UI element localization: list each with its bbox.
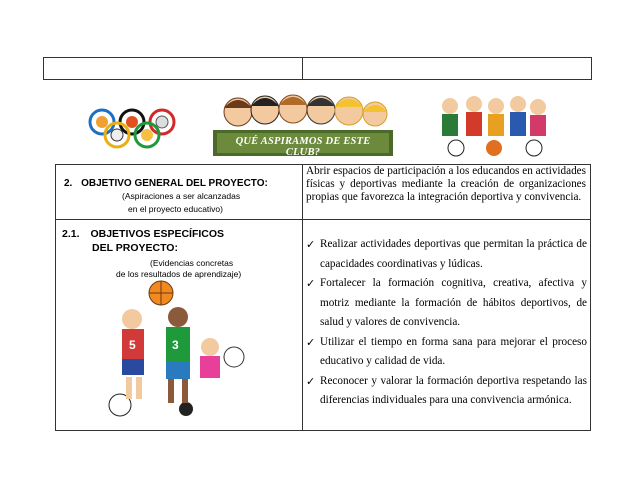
svg-text:3: 3 xyxy=(172,338,179,352)
checkmark-icon: ✓ xyxy=(306,335,316,349)
main-table-divider xyxy=(302,165,303,430)
list-item: ✓ Fortalecer la formación cognitiva, creativa, afectiva y motriz mediante la formación de hábitos deportivos, de salud y valores de convivencia. xyxy=(306,274,587,333)
specific-number: 2.1. xyxy=(62,228,80,240)
list-item: ✓ Realizar actividades deportivas que permitan la práctica de capacidades coordinativas y lúdicas. xyxy=(306,235,587,274)
general-objective-label xyxy=(64,178,300,214)
general-number: 2. xyxy=(64,178,73,189)
top-table xyxy=(43,57,592,80)
checkmark-icon: ✓ xyxy=(306,277,316,290)
basketball-kids-illustration xyxy=(102,277,250,427)
checkmark-icon: ✓ xyxy=(306,374,316,388)
banner-caption: QUÉ ASPIRAMOS DE ESTE CLUB? xyxy=(235,136,371,158)
list-item: ✓ Reconocer y valorar la formación deportiva respetando las diferencias individuales para una convivencia armónica. xyxy=(306,372,587,411)
specific-title1: OBJETIVOS ESPECÍFICOS xyxy=(90,228,225,240)
general-objective-text: Abrir espacios de participación a los educandos en actividades físicas y deportivas mediante la creación de organizaciones propias que favorezca la integración deportiva y convivencia. xyxy=(306,165,586,203)
svg-text:5: 5 xyxy=(129,338,136,352)
specific-sub1: (Evidencias concretas xyxy=(150,258,234,268)
sports-kids-illustration xyxy=(436,92,551,158)
specific-sub2: de los resultados de aprendizaje) xyxy=(116,269,242,279)
specific-objectives-list xyxy=(306,235,587,411)
olympic-rings-icon xyxy=(86,104,181,152)
list-item: ✓ Utilizar el tiempo en forma sana para mejorar el proceso educativo y calidad de vida. xyxy=(306,333,587,372)
general-title: OBJETIVO GENERAL DEL PROYECTO: xyxy=(81,178,268,189)
general-sub1: (Aspiraciones a ser alcanzadas xyxy=(122,191,241,201)
objectives-table xyxy=(55,164,591,431)
general-sub2: en el proyecto educativo) xyxy=(128,204,223,214)
specific-objectives-label xyxy=(62,228,298,279)
main-table-row-divider xyxy=(56,219,590,220)
top-table-divider xyxy=(302,58,303,79)
checkmark-icon: ✓ xyxy=(306,238,316,251)
specific-title2: DEL PROYECTO: xyxy=(92,242,178,254)
